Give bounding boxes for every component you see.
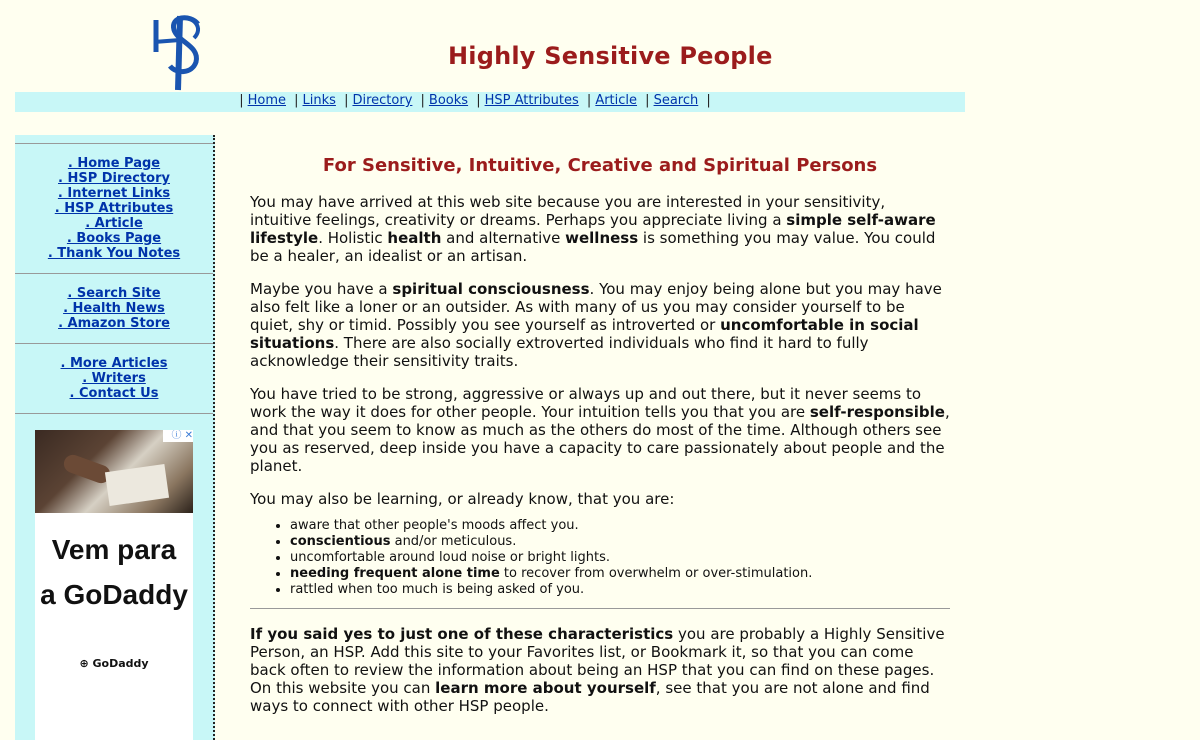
godaddy-advertisement[interactable]	[35, 430, 193, 740]
sidebar-group-main	[15, 144, 213, 274]
sidebar-article-link[interactable]: . Article	[85, 216, 143, 231]
sidebar-thank-you-notes-link[interactable]: . Thank You Notes	[47, 246, 181, 261]
conclusion-paragraph: If you said yes to just one of these characteristics you are probably a Highly Sensitive Person, an HSP. Add this site to your Favorites list, or Bookmark it, so that you can come back often to review the information about being an HSP that you can find on these pages. On this website you can learn more about yourself, see that you are not alone and find ways to connect with other HSP people.	[250, 625, 945, 715]
sidebar-books-page-link[interactable]: . Books Page	[66, 231, 162, 246]
godaddy-icon: ⊕	[79, 657, 93, 670]
sidebar-hsp-directory-link[interactable]: . HSP Directory	[58, 171, 170, 186]
ad-brand-logo[interactable]: ⊕ GoDaddy	[79, 657, 149, 670]
nav-links-link[interactable]: Links	[302, 93, 336, 108]
nav-hsp-attributes-link[interactable]: HSP Attributes	[484, 93, 579, 108]
sidebar-more-articles-link[interactable]: . More Articles	[60, 356, 168, 371]
list-item: • needing frequent alone time to recover from overwhelm or over-stimulation.	[290, 566, 950, 582]
traits-list	[250, 518, 950, 598]
sidebar-hsp-attributes-link[interactable]: . HSP Attributes	[54, 201, 174, 216]
nav-article-link[interactable]: Article	[595, 93, 638, 108]
main-content	[250, 150, 950, 730]
hsp-logo[interactable]	[150, 12, 208, 92]
sidebar-group-search	[15, 274, 213, 344]
sidebar-writers-link[interactable]: . Writers	[82, 371, 146, 386]
nav-search-link[interactable]: Search	[653, 93, 699, 108]
nav-directory-link[interactable]: Directory	[352, 93, 413, 108]
sidebar-health-news-link[interactable]: . Health News	[63, 301, 165, 316]
sidebar-search-site-link[interactable]: . Search Site	[67, 286, 161, 301]
sidebar-group-more	[15, 344, 213, 414]
intro-paragraph: You may have arrived at this web site because you are interested in your sensitivity, intuitive feelings, creativity or dreams. Perhaps you appreciate living a simple self-aware lifestyle. Holistic health and alternative wellness is something you may value. You could be a healer, an idealist or an artisan.	[250, 193, 936, 265]
list-item: • uncomfortable around loud noise or bright lights.	[290, 550, 950, 566]
ad-photo[interactable]	[35, 430, 193, 513]
site-title: Highly Sensitive People	[448, 42, 773, 70]
intuition-paragraph: You have tried to be strong, aggressive or always up and out there, but it never seems to work the way it does for other people. Your intuition tells you that you are self-responsible, and that you seem to know as much as the others do most of the time. Although others see you as reserved, deep inside you have a capacity to care passionately about people and the planet.	[250, 385, 950, 475]
sidebar-home-page-link[interactable]: . Home Page	[67, 156, 161, 171]
list-item: • rattled when too much is being asked of you.	[290, 582, 950, 598]
sidebar-internet-links-link[interactable]: . Internet Links	[57, 186, 171, 201]
page-subtitle: For Sensitive, Intuitive, Creative and Spiritual Persons	[322, 155, 878, 176]
learning-paragraph: You may also be learning, or already know, that you are:	[250, 490, 675, 508]
sidebar-contact-us-link[interactable]: . Contact Us	[69, 386, 159, 401]
top-navigation: | Home | Links | Directory | Books | HSP Attributes | Article | Search |	[15, 92, 965, 112]
list-item: • aware that other people's moods affect you.	[290, 518, 950, 534]
sidebar	[15, 135, 215, 740]
list-item: • conscientious and/or meticulous.	[290, 534, 950, 550]
ad-choices-icon[interactable]: ⓘ ✕	[163, 430, 193, 442]
nav-books-link[interactable]: Books	[428, 93, 469, 108]
spiritual-paragraph: Maybe you have a spiritual consciousness. You may enjoy being alone but you may have also felt like a loner or an outsider. As with many of us you may consider yourself to be quiet, shy or timid. Possibly you see yourself as introverted or uncomfortable in social situations. There are also socially extroverted individuals who find it hard to fully acknowledge their sensitivity traits.	[250, 280, 942, 370]
nav-home-link[interactable]: Home	[247, 93, 286, 108]
sidebar-amazon-store-link[interactable]: . Amazon Store	[58, 316, 170, 331]
divider	[250, 608, 950, 609]
ad-headline[interactable]: Vem para a GoDaddy	[40, 534, 188, 610]
